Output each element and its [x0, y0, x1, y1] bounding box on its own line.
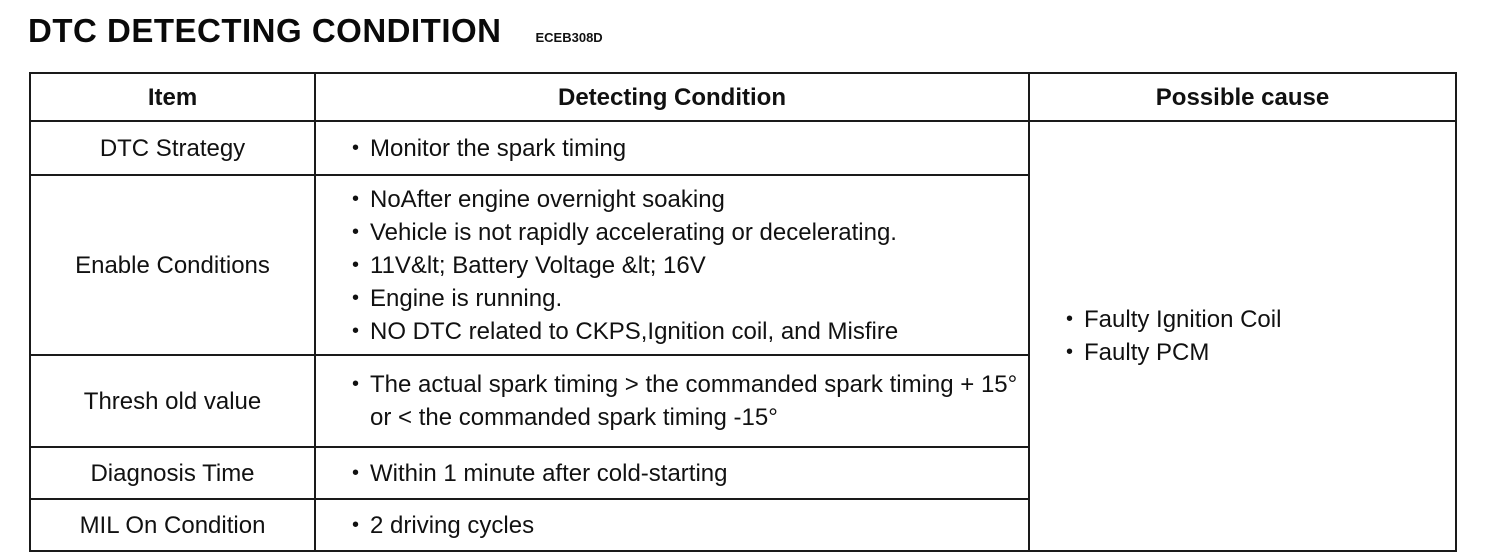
item-cell: Diagnosis Time — [30, 447, 315, 499]
document-code: ECEB308D — [535, 30, 603, 45]
bullet-icon: • — [352, 253, 360, 276]
bullet-icon: • — [352, 461, 360, 484]
bullet-icon: • — [1066, 308, 1074, 330]
cause-text: Faulty PCM — [1084, 339, 1210, 366]
item-cell: MIL On Condition — [30, 499, 315, 551]
table-row — [30, 121, 1456, 175]
dtc-condition-table — [29, 72, 1457, 552]
list-item — [352, 282, 1018, 315]
list-item — [352, 183, 1018, 216]
condition-text: Vehicle is not rapidly accelerating or decelerating. — [370, 218, 897, 246]
list-item — [352, 216, 1018, 249]
condition-cell — [315, 499, 1029, 551]
column-header-item: Item — [30, 73, 315, 121]
list-item — [352, 457, 1018, 490]
condition-cell — [315, 175, 1029, 355]
condition-text: 11V&lt; Battery Voltage &lt; 16V — [370, 251, 706, 279]
item-cell: Enable Conditions — [30, 175, 315, 355]
condition-cell — [315, 121, 1029, 175]
table-header-row — [30, 73, 1456, 121]
condition-text: 2 driving cycles — [370, 511, 535, 539]
condition-text: The actual spark timing > the commanded spark timing + 15° or < the commanded spark timing -15° — [370, 371, 1018, 431]
column-header-detecting-condition: Detecting Condition — [315, 73, 1029, 121]
column-header-possible-cause: Possible cause — [1029, 73, 1456, 121]
list-item — [352, 315, 1018, 348]
condition-text: Within 1 minute after cold-starting — [370, 459, 728, 487]
condition-text: Monitor the spark timing — [370, 134, 627, 162]
bullet-icon: • — [352, 319, 360, 342]
condition-text: Engine is running. — [370, 284, 563, 312]
bullet-icon: • — [352, 220, 360, 243]
list-item — [352, 509, 1018, 542]
condition-text: NoAfter engine overnight soaking — [370, 185, 725, 213]
bullet-icon: • — [352, 373, 360, 395]
bullet-icon: • — [352, 513, 360, 536]
cause-text: Faulty Ignition Coil — [1084, 306, 1282, 333]
list-item — [352, 132, 1018, 165]
list-item — [1066, 303, 1445, 336]
condition-cell — [315, 355, 1029, 447]
page-title: DTC DETECTING CONDITION — [28, 12, 502, 49]
item-cell: Thresh old value — [30, 355, 315, 447]
possible-cause-cell — [1029, 121, 1456, 551]
item-cell: DTC Strategy — [30, 121, 315, 175]
bullet-icon: • — [1066, 341, 1074, 363]
condition-cell — [315, 447, 1029, 499]
page-heading — [28, 12, 603, 50]
condition-text: NO DTC related to CKPS,Ignition coil, and Misfire — [370, 317, 899, 345]
bullet-icon: • — [352, 187, 360, 210]
bullet-icon: • — [352, 286, 360, 309]
list-item — [352, 368, 1018, 434]
list-item — [352, 249, 1018, 282]
bullet-icon: • — [352, 136, 360, 159]
list-item — [1066, 336, 1445, 369]
